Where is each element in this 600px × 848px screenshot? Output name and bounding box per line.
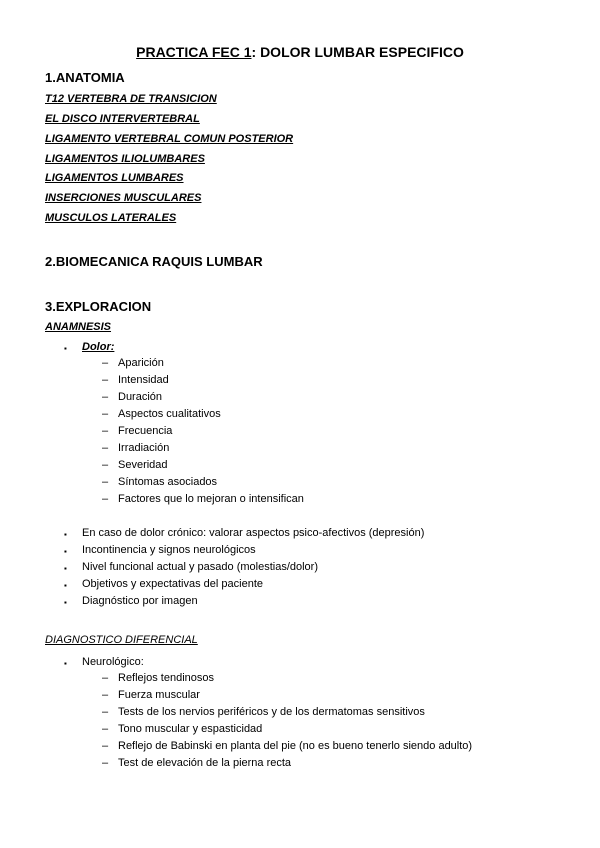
neuro-label: Neurológico: — [82, 656, 144, 668]
anamnesis-label: ANAMNESIS — [45, 321, 112, 333]
dolor-item: Síntomas asociados — [118, 476, 218, 488]
dolor-label: Dolor: — [82, 341, 115, 353]
dash-marker: – — [102, 672, 109, 684]
dash-marker: – — [102, 740, 109, 752]
bullet-marker: ▪ — [64, 547, 67, 556]
bullet-marker: ▪ — [64, 581, 67, 590]
anatomia-item: MUSCULOS LATERALES — [45, 212, 177, 224]
dolor-item: Frecuencia — [118, 425, 173, 437]
dash-marker: – — [102, 374, 109, 386]
dash-marker: – — [102, 391, 109, 403]
bullet-marker: ▪ — [64, 659, 67, 668]
neuro-item: Tests de los nervios periféricos y de los dermatomas sensitivos — [118, 706, 425, 718]
title-part-2: : DOLOR LUMBAR ESPECIFICO — [251, 44, 464, 60]
anamnesis-item: Incontinencia y signos neurológicos — [82, 544, 256, 556]
bullet-marker: ▪ — [64, 564, 67, 573]
dash-marker: – — [102, 442, 109, 454]
dash-marker: – — [102, 459, 109, 471]
neuro-item: Test de elevación de la pierna recta — [118, 757, 292, 769]
dash-marker: – — [102, 476, 109, 488]
dash-marker: – — [102, 723, 109, 735]
dash-marker: – — [102, 493, 109, 505]
heading-biomecanica: 2.BIOMECANICA RAQUIS LUMBAR — [45, 254, 263, 269]
anatomia-item: T12 VERTEBRA DE TRANSICION — [45, 93, 217, 105]
diferencial-label: DIAGNOSTICO DIFERENCIAL — [45, 634, 198, 646]
dolor-item: Aspectos cualitativos — [118, 408, 221, 420]
dolor-item: Aparición — [118, 357, 164, 369]
anatomia-item: LIGAMENTO VERTEBRAL COMUN POSTERIOR — [45, 133, 294, 145]
dash-marker: – — [102, 408, 109, 420]
dash-marker: – — [102, 757, 109, 769]
anatomia-item: LIGAMENTOS LUMBARES — [45, 172, 184, 184]
anamnesis-item: En caso de dolor crónico: valorar aspectos psico-afectivos (depresión) — [82, 527, 425, 539]
anamnesis-item: Objetivos y expectativas del paciente — [82, 578, 263, 590]
anatomia-item: INSERCIONES MUSCULARES — [45, 192, 202, 204]
dash-marker: – — [102, 425, 109, 437]
anatomia-item: LIGAMENTOS ILIOLUMBARES — [45, 153, 205, 165]
anatomia-item: EL DISCO INTERVERTEBRAL — [45, 113, 200, 125]
dolor-item: Factores que lo mejoran o intensifican — [118, 493, 304, 505]
anamnesis-item: Diagnóstico por imagen — [82, 595, 198, 607]
bullet-marker: ▪ — [64, 344, 67, 353]
dash-marker: – — [102, 706, 109, 718]
bullet-marker: ▪ — [64, 530, 67, 539]
neuro-item: Tono muscular y espasticidad — [118, 723, 263, 735]
neuro-item: Fuerza muscular — [118, 689, 200, 701]
neuro-item: Reflejos tendinosos — [118, 672, 215, 684]
title-part-1: PRACTICA FEC 1 — [136, 44, 252, 60]
anamnesis-item: Nivel funcional actual y pasado (molestias/dolor) — [82, 561, 319, 573]
dolor-item: Severidad — [118, 459, 168, 471]
bullet-marker: ▪ — [64, 598, 67, 607]
dolor-item: Intensidad — [118, 374, 169, 386]
dolor-item: Duración — [118, 391, 163, 403]
heading-exploracion: 3.EXPLORACION — [45, 299, 152, 314]
dash-marker: – — [102, 689, 109, 701]
neuro-item: Reflejo de Babinski en planta del pie (no es bueno tenerlo siendo adulto) — [118, 740, 473, 752]
dolor-item: Irradiación — [118, 442, 170, 454]
page-title — [0, 44, 600, 60]
heading-anatomia: 1.ANATOMIA — [45, 70, 125, 85]
dash-marker: – — [102, 357, 109, 369]
